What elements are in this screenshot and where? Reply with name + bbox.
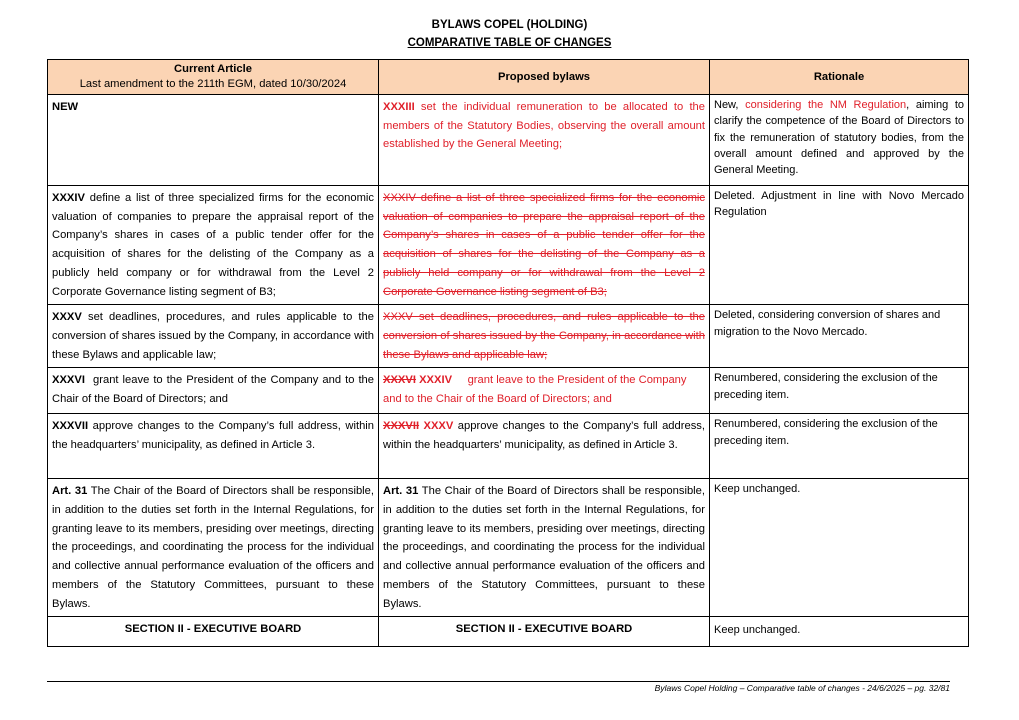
table-row (48, 479, 969, 617)
current-section-heading: SECTION II - EXECUTIVE BOARD (48, 617, 379, 647)
proposed-deleted-text: XXXIV define a list of three specialized firms for the economic valuation of companies to prepare the appraisal report of the Company’s shares in cases of a public tender offer for the acquisition of shares for the delisting of the Company as a publicly held company or for withdrawal from the Level 2 Corporate Governance listing segment of B3; (383, 192, 705, 298)
current-article-number: Art. 31 (52, 485, 88, 498)
rationale-cell (710, 617, 969, 647)
rationale-cell (710, 186, 969, 305)
proposed-cell (379, 95, 710, 186)
proposed-article-number: Art. 31 (383, 485, 419, 498)
rationale-cell (710, 414, 969, 479)
header-rationale: Rationale (710, 60, 969, 95)
proposed-text: grant leave to the President of the Company and to the Chair of the Board of Directors; and (383, 374, 690, 406)
table-row (48, 617, 969, 647)
proposed-section-heading: SECTION II - EXECUTIVE BOARD (379, 617, 710, 647)
header-current-article (48, 60, 379, 95)
table-row (48, 95, 969, 186)
rationale-text: Keep unchanged. (714, 624, 801, 637)
current-cell (48, 479, 379, 617)
current-text: define a list of three specialized firms for the economic valuation of companies to prepare the appraisal report of the Company’s shares in cases of a public tender offer for the acquisition of shares for the delisting of the Company as a publicly held company or for withdrawal from the Level 2 Corporate Governance listing segment of B3; (52, 192, 374, 298)
rationale-cell (710, 305, 969, 368)
current-text: set deadlines, procedures, and rules applicable to the conversion of shares issued by the Company, in accordance with these Bylaws and applicable law; (52, 311, 374, 361)
proposed-deleted-text: XXXV set deadlines, procedures, and rules applicable to the conversion of shares issued by the Company, in accordance with these Bylaws and applicable law; (383, 311, 705, 361)
rationale-cell (710, 368, 969, 414)
current-cell (48, 414, 379, 479)
comparative-table (47, 59, 969, 647)
proposed-cell (379, 414, 710, 479)
proposed-new-number: XXXIV (415, 374, 453, 387)
rationale-cell (710, 479, 969, 617)
current-cell (48, 368, 379, 414)
rationale-text: New, (714, 99, 746, 111)
proposed-old-number: XXXVII (383, 420, 420, 433)
proposed-text: approve changes to the Company’s full address, within the headquarters’ municipality, as defined in Article 3. (383, 420, 705, 452)
header-current-title: Current Article (174, 63, 252, 75)
current-cell (48, 186, 379, 305)
header-current-subtitle: Last amendment to the 211th EGM, dated 10/30/2024 (79, 78, 347, 90)
proposed-new-number: XXXV (419, 420, 454, 433)
rationale-highlight: considering the NM Regulation (745, 99, 907, 111)
table-row (48, 368, 969, 414)
document-title: BYLAWS COPEL (HOLDING) (431, 19, 588, 31)
table-row (48, 186, 969, 305)
rationale-text: Renumbered, considering the exclusion of the preceding item. (714, 418, 938, 447)
footer-divider (47, 681, 950, 682)
proposed-cell (379, 479, 710, 617)
rationale-text: Keep unchanged. (714, 483, 801, 496)
current-item-number: XXXV (52, 311, 82, 324)
proposed-text: set the individual remuneration to be allocated to the members of the Statutory Bodies, observing the overall amount established by the General Meeting; (383, 101, 705, 151)
proposed-old-number: XXXVI (383, 374, 416, 387)
current-cell (48, 95, 379, 186)
current-text: The Chair of the Board of Directors shall be responsible, in addition to the duties set forth in the Internal Regulations, for granting leave to its members, presiding over meetings, directing the proceedings, and coordinating the process for the individual and collective annual performance evaluation of the officers and members of the Statutory Committees, pursuant to these Bylaws. (52, 485, 374, 610)
current-item-number: XXXVII (52, 420, 89, 433)
rationale-text: Deleted, considering conversion of shares and migration to the Novo Mercado. (714, 309, 941, 338)
table-header-row (48, 60, 969, 95)
rationale-text: Renumbered, considering the exclusion of the preceding item. (714, 372, 938, 401)
current-item-number: XXXIV (52, 192, 85, 204)
rationale-text: Deleted. Adjustment in line with Novo Mercado Regulation (714, 190, 964, 219)
table-row (48, 305, 969, 368)
current-item-number: XXXVI (52, 374, 85, 387)
proposed-item-number: XXXIII (383, 101, 415, 113)
current-text: grant leave to the President of the Company and to the Chair of the Board of Directors; and (52, 374, 378, 406)
proposed-text: The Chair of the Board of Directors shall be responsible, in addition to the duties set forth in the Internal Regulations, for granting leave to its members, presiding over meetings, directing the proceedings, and coordinating the process for the individual and collective annual performance evaluation of the officers and members of the Statutory Committees, pursuant to these Bylaws. (383, 485, 705, 610)
header-proposed-bylaws: Proposed bylaws (379, 60, 710, 95)
table-row (48, 414, 969, 479)
page-footer: Bylaws Copel Holding – Comparative table of changes - 24/6/2025 – pg. 32/81 (654, 683, 950, 693)
proposed-cell (379, 368, 710, 414)
proposed-cell (379, 186, 710, 305)
current-cell (48, 305, 379, 368)
proposed-cell (379, 305, 710, 368)
rationale-text: , aiming to clarify the competence of the Board of Directors to fix the remuneration of statutory bodies, from the overall amount defined and approved by the General Meeting. (714, 99, 965, 177)
current-text: approve changes to the Company’s full address, within the headquarters’ municipality, as defined in Article 3. (52, 420, 374, 452)
document-subtitle: COMPARATIVE TABLE OF CHANGES (407, 37, 612, 49)
current-label: NEW (52, 101, 79, 113)
rationale-cell (710, 95, 969, 186)
